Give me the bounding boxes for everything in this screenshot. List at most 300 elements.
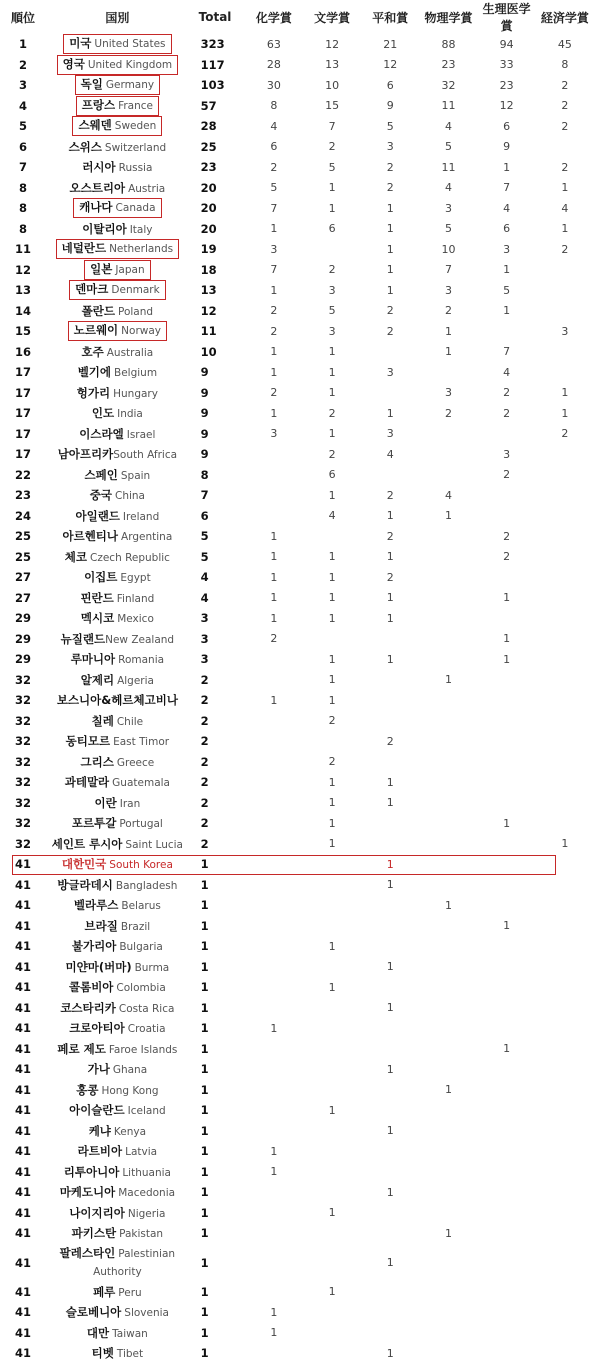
country-name-english: Kenya <box>113 1125 147 1138</box>
country-name <box>82 223 152 236</box>
country-name-korean: 페로 제도 <box>57 1041 106 1056</box>
peace-count-cell: 1 <box>386 263 394 277</box>
literature-count-cell <box>303 1018 361 1039</box>
table-row <box>4 1182 594 1203</box>
rank-cell: 41 <box>15 1082 32 1097</box>
country-name-english: Belgium <box>114 367 158 380</box>
peace-count-cell: 4 <box>386 447 394 461</box>
medicine-count-cell <box>478 957 536 978</box>
rank-cell: 41 <box>15 1284 32 1299</box>
country-name-english: Nigeria <box>127 1207 166 1220</box>
table-row <box>4 1343 594 1364</box>
country-name-korean: 이탈리아 <box>82 221 127 236</box>
peace-count-cell: 6 <box>386 78 394 92</box>
table-row <box>4 75 594 96</box>
medicine-count-cell: 3 <box>503 242 511 256</box>
chemistry-count-cell: 1 <box>270 283 278 297</box>
country-cell <box>42 834 193 855</box>
peace-count-cell: 1 <box>386 509 394 523</box>
literature-count-cell: 1 <box>328 570 336 584</box>
literature-count-cell: 2 <box>328 714 336 728</box>
country-name <box>70 182 166 195</box>
physics-count-cell <box>419 1323 477 1344</box>
physics-count-cell: 1 <box>444 345 452 359</box>
total-cell: 2 <box>200 795 209 810</box>
peace-count-cell: 1 <box>386 652 394 666</box>
table-row <box>4 1141 594 1162</box>
rank-cell: 41 <box>15 939 32 954</box>
country-name-english: Austria <box>128 182 166 195</box>
physics-count-cell: 1 <box>444 673 452 687</box>
literature-count-cell <box>303 1059 361 1080</box>
literature-count-cell: 1 <box>328 673 336 687</box>
physics-count-cell <box>419 936 477 957</box>
rank-cell: 8 <box>19 221 28 236</box>
total-cell: 1 <box>200 1205 209 1220</box>
rank-cell: 5 <box>19 119 28 134</box>
chemistry-count-cell: 7 <box>270 263 278 277</box>
country-name-english: Finland <box>116 592 155 605</box>
literature-count-cell: 1 <box>328 201 336 215</box>
country-name-korean: 캐나다 <box>79 200 113 215</box>
physics-count-cell: 1 <box>444 898 452 912</box>
economics-count-cell <box>536 793 594 814</box>
country-cell <box>42 96 193 117</box>
peace-count-cell: 2 <box>386 304 394 318</box>
economics-count-cell: 2 <box>561 427 569 441</box>
rank-cell: 41 <box>15 1021 32 1036</box>
medicine-count-cell: 4 <box>503 201 511 215</box>
economics-count-cell <box>536 1343 594 1364</box>
literature-count-cell: 12 <box>325 37 340 51</box>
country-name <box>57 879 177 892</box>
economics-count-cell: 45 <box>557 37 572 51</box>
literature-count-cell: 5 <box>328 304 336 318</box>
rank-cell: 23 <box>15 488 32 503</box>
medicine-count-cell <box>478 1141 536 1162</box>
peace-count-cell: 1 <box>386 283 394 297</box>
economics-count-cell <box>536 1203 594 1224</box>
economics-count-cell <box>536 977 594 998</box>
country-cell <box>42 1282 193 1303</box>
country-name-korean: 콜롬비아 <box>68 980 114 995</box>
country-name-korean: 파키스탄 <box>71 1226 117 1241</box>
country-name-korean: 네덜란드 <box>61 241 107 256</box>
rank-cell: 17 <box>15 365 32 380</box>
country-name-english: Hong Kong <box>101 1084 159 1097</box>
chemistry-count-cell <box>245 772 303 793</box>
country-name-korean: 세인트 루시아 <box>51 836 123 851</box>
country-name-english: Portugal <box>119 818 163 831</box>
economics-count-cell: 8 <box>561 58 569 72</box>
country-name-korean: 헝가리 <box>76 385 111 400</box>
rank-cell: 41 <box>15 1226 32 1241</box>
total-cell: 1 <box>200 1144 209 1159</box>
literature-count-cell: 1 <box>328 939 336 953</box>
country-name-english: Switzerland <box>104 141 167 154</box>
peace-count-cell: 1 <box>386 796 394 810</box>
medicine-count-cell <box>478 731 536 752</box>
chemistry-count-cell: 1 <box>270 611 278 625</box>
physics-count-cell: 23 <box>441 58 456 72</box>
country-name <box>75 510 159 523</box>
medicine-count-cell <box>478 1323 536 1344</box>
literature-count-cell <box>303 1162 361 1183</box>
country-name-english: Algeria <box>117 674 154 687</box>
country-name-korean: 남아프리카 <box>57 447 114 462</box>
total-cell: 117 <box>200 57 225 72</box>
table-row <box>4 342 594 363</box>
physics-count-cell <box>419 362 477 383</box>
table-row <box>4 485 594 506</box>
chemistry-count-cell: 1 <box>270 693 278 707</box>
chemistry-count-cell: 1 <box>270 1326 278 1340</box>
peace-count-cell: 9 <box>386 99 394 113</box>
total-cell: 28 <box>200 119 217 134</box>
rank-cell: 41 <box>15 959 32 974</box>
economics-count-cell <box>536 301 594 322</box>
physics-count-cell: 1 <box>444 1083 452 1097</box>
medicine-count-cell <box>478 506 536 527</box>
header-economics: 経済学賞 <box>540 10 589 25</box>
medicine-count-cell <box>478 793 536 814</box>
country-name-english: Bangladesh <box>115 879 178 892</box>
country-name-korean: 일본 <box>90 261 113 276</box>
rank-cell: 13 <box>15 283 32 298</box>
country-name <box>74 899 161 912</box>
country-name <box>82 305 153 318</box>
medicine-count-cell <box>478 567 536 588</box>
rank-cell: 2 <box>19 57 28 72</box>
country-name-korean: 아르헨티나 <box>62 529 119 544</box>
total-cell: 1 <box>200 1255 209 1270</box>
table-row <box>4 383 594 404</box>
peace-count-cell: 2 <box>386 734 394 748</box>
country-cell <box>42 1302 193 1323</box>
country-cell <box>42 403 193 424</box>
rank-cell: 41 <box>15 877 32 892</box>
country-cell <box>42 260 193 281</box>
country-name <box>93 1286 142 1299</box>
medicine-count-cell: 2 <box>503 406 511 420</box>
chemistry-count-cell: 5 <box>270 181 278 195</box>
country-name-korean: 케냐 <box>88 1123 111 1138</box>
economics-count-cell <box>536 936 594 957</box>
economics-count-cell: 3 <box>561 324 569 338</box>
chemistry-count-cell <box>245 813 303 834</box>
physics-count-cell <box>419 526 477 547</box>
country-name <box>76 1084 158 1097</box>
country-name-english: Germany <box>105 79 155 92</box>
rank-cell: 41 <box>15 1205 32 1220</box>
table-row <box>4 547 594 568</box>
total-cell: 20 <box>200 180 217 195</box>
table-row <box>4 813 594 834</box>
chemistry-count-cell <box>245 465 303 486</box>
chemistry-count-cell <box>245 1080 303 1101</box>
chemistry-count-cell <box>245 670 303 691</box>
physics-count-cell <box>419 444 477 465</box>
physics-count-cell <box>419 1141 477 1162</box>
physics-count-cell: 11 <box>441 160 456 174</box>
economics-count-cell <box>536 444 594 465</box>
medicine-count-cell <box>478 1302 536 1323</box>
chemistry-count-cell <box>245 1343 303 1364</box>
medicine-count-cell: 7 <box>503 181 511 195</box>
economics-count-cell <box>536 649 594 670</box>
peace-count-cell: 2 <box>386 181 394 195</box>
physics-count-cell <box>419 875 477 896</box>
economics-count-cell <box>536 957 594 978</box>
total-cell: 1 <box>200 1082 209 1097</box>
country-name-english: Canada <box>115 202 156 215</box>
country-name-korean: 브라질 <box>84 918 118 933</box>
country-cell <box>42 1018 193 1039</box>
chemistry-count-cell <box>245 444 303 465</box>
country-name-korean: 불가리아 <box>71 939 117 954</box>
table-row <box>4 1203 594 1224</box>
chemistry-count-cell <box>245 1244 303 1282</box>
economics-count-cell <box>536 280 594 301</box>
physics-count-cell <box>419 998 477 1019</box>
country-name <box>58 448 177 461</box>
country-name <box>77 387 158 400</box>
rank-cell: 41 <box>15 1305 32 1320</box>
table-row <box>4 1282 594 1303</box>
literature-count-cell: 1 <box>328 365 336 379</box>
peace-count-cell: 21 <box>383 37 398 51</box>
chemistry-count-cell <box>245 1182 303 1203</box>
country-name <box>75 75 160 95</box>
literature-count-cell: 2 <box>328 263 336 277</box>
literature-count-cell: 1 <box>328 488 336 502</box>
physics-count-cell <box>419 547 477 568</box>
country-name-english: Norway <box>121 325 162 338</box>
country-name-english: Iran <box>119 797 141 810</box>
medicine-count-cell: 4 <box>503 365 511 379</box>
medicine-count-cell <box>478 977 536 998</box>
peace-count-cell: 1 <box>386 857 394 871</box>
country-name-korean: 마케도니아 <box>59 1185 116 1200</box>
country-name-korean: 크로아티아 <box>69 1021 125 1036</box>
table-row <box>4 280 594 301</box>
total-cell: 1 <box>200 1164 209 1179</box>
peace-count-cell: 1 <box>386 406 394 420</box>
country-name <box>68 321 167 341</box>
country-name-korean: 중국 <box>89 488 112 503</box>
country-name <box>89 1125 146 1138</box>
total-cell: 20 <box>200 221 217 236</box>
total-cell: 9 <box>200 426 209 441</box>
chemistry-count-cell: 1 <box>270 1021 278 1035</box>
country-name <box>60 1002 174 1015</box>
country-name <box>71 653 164 666</box>
literature-count-cell: 1 <box>328 181 336 195</box>
country-name-korean: 보스니아&헤르체고비나 <box>56 693 178 708</box>
country-cell <box>42 1121 193 1142</box>
peace-count-cell <box>361 1018 419 1039</box>
table-row <box>4 403 594 424</box>
rank-cell: 32 <box>15 754 32 769</box>
total-cell: 23 <box>200 160 217 175</box>
country-name <box>47 1245 187 1281</box>
rank-cell: 41 <box>15 898 32 913</box>
peace-count-cell: 1 <box>386 1001 394 1015</box>
physics-count-cell <box>419 813 477 834</box>
table-row <box>4 690 594 711</box>
country-name-english: Burma <box>134 961 170 974</box>
literature-count-cell: 2 <box>328 755 336 769</box>
literature-count-cell <box>303 1343 361 1364</box>
country-name-english: Belarus <box>121 900 161 913</box>
header-physics: 物理学賞 <box>424 10 473 25</box>
medicine-count-cell: 94 <box>499 37 514 51</box>
total-cell: 323 <box>200 37 225 52</box>
country-name-english: Poland <box>118 305 154 318</box>
rank-cell: 6 <box>19 139 28 154</box>
country-name <box>60 1186 175 1199</box>
rank-cell: 3 <box>19 78 28 93</box>
country-cell <box>42 424 193 445</box>
country-name-korean: 미얀마(버마) <box>65 959 132 974</box>
medicine-count-cell: 1 <box>503 652 511 666</box>
rank-cell: 29 <box>15 652 32 667</box>
physics-count-cell <box>419 916 477 937</box>
chemistry-count-cell <box>245 711 303 732</box>
physics-count-cell <box>419 1182 477 1203</box>
medicine-count-cell: 1 <box>503 263 511 277</box>
literature-count-cell: 15 <box>325 99 340 113</box>
rank-cell: 41 <box>15 1103 32 1118</box>
peace-count-cell <box>361 1302 419 1323</box>
economics-count-cell <box>536 1100 594 1121</box>
country-name-english: Palestinian Authority <box>93 1247 176 1278</box>
rank-cell: 15 <box>15 324 32 339</box>
country-cell <box>42 567 193 588</box>
table-row <box>4 875 594 896</box>
table-row <box>4 772 594 793</box>
country-name-english: Sweden <box>114 120 157 133</box>
country-cell <box>42 444 193 465</box>
medicine-count-cell: 9 <box>503 140 511 154</box>
literature-count-cell <box>303 957 361 978</box>
country-cell <box>42 383 193 404</box>
country-name <box>90 489 145 502</box>
medicine-count-cell: 3 <box>503 447 511 461</box>
economics-count-cell <box>536 854 594 875</box>
peace-count-cell: 2 <box>386 160 394 174</box>
country-cell <box>42 198 193 219</box>
literature-count-cell: 6 <box>328 222 336 236</box>
chemistry-count-cell: 1 <box>270 365 278 379</box>
country-name-english: Brazil <box>120 920 151 933</box>
literature-count-cell: 1 <box>328 652 336 666</box>
total-cell: 9 <box>200 365 209 380</box>
peace-count-cell: 2 <box>386 570 394 584</box>
rank-cell: 32 <box>15 713 32 728</box>
physics-count-cell: 3 <box>444 283 452 297</box>
literature-count-cell <box>303 1121 361 1142</box>
rank-cell: 32 <box>15 795 32 810</box>
country-name <box>82 346 154 359</box>
peace-count-cell: 1 <box>386 611 394 625</box>
total-cell: 12 <box>200 303 217 318</box>
chemistry-count-cell: 1 <box>270 550 278 564</box>
total-cell: 2 <box>200 672 209 687</box>
rank-cell: 7 <box>19 160 28 175</box>
country-name <box>62 858 173 871</box>
table-row <box>4 526 594 547</box>
medicine-count-cell <box>478 1162 536 1183</box>
country-name-english: Czech Republic <box>90 551 170 564</box>
table-row <box>4 34 594 55</box>
table-row <box>4 957 594 978</box>
table-row <box>4 711 594 732</box>
economics-count-cell <box>536 1018 594 1039</box>
total-cell: 20 <box>200 201 217 216</box>
peace-count-cell: 1 <box>386 201 394 215</box>
country-cell <box>42 875 193 896</box>
total-cell: 1 <box>200 1041 209 1056</box>
country-name-korean: 러시아 <box>82 160 116 175</box>
table-row <box>4 936 594 957</box>
country-name-korean: 슬로베니아 <box>65 1305 122 1320</box>
total-cell: 2 <box>200 713 209 728</box>
country-name-english: Bulgaria <box>119 941 163 954</box>
rank-cell: 41 <box>15 1325 32 1340</box>
country-name-korean: 핀란드 <box>80 590 114 605</box>
chemistry-count-cell <box>245 895 303 916</box>
literature-count-cell: 2 <box>328 447 336 461</box>
country-name-korean: 그리스 <box>80 754 114 769</box>
country-cell <box>42 1080 193 1101</box>
medicine-count-cell <box>478 834 536 855</box>
peace-count-cell: 1 <box>386 1185 394 1199</box>
country-name-english: Argentina <box>121 531 173 544</box>
total-cell: 4 <box>200 590 209 605</box>
rank-cell: 17 <box>15 426 32 441</box>
table-header <box>4 0 594 34</box>
economics-count-cell <box>536 506 594 527</box>
country-name <box>69 1022 165 1035</box>
country-name-korean: 홍콩 <box>76 1082 99 1097</box>
rank-cell: 41 <box>15 1164 32 1179</box>
table-row <box>4 998 594 1019</box>
literature-count-cell: 1 <box>328 1206 336 1220</box>
table-row <box>4 608 594 629</box>
peace-count-cell: 1 <box>386 1346 394 1360</box>
table-row <box>4 854 594 875</box>
economics-count-cell <box>536 1162 594 1183</box>
country-name <box>82 161 152 174</box>
economics-count-cell <box>536 752 594 773</box>
rank-cell: 25 <box>15 549 32 564</box>
table-row <box>4 424 594 445</box>
country-cell <box>42 752 193 773</box>
economics-count-cell: 2 <box>561 99 569 113</box>
medicine-count-cell: 12 <box>499 99 514 113</box>
table-row <box>4 629 594 650</box>
chemistry-count-cell: 2 <box>270 386 278 400</box>
peace-count-cell: 3 <box>386 365 394 379</box>
chemistry-count-cell <box>245 1223 303 1244</box>
physics-count-cell <box>419 424 477 445</box>
country-name <box>73 198 161 218</box>
physics-count-cell <box>419 1302 477 1323</box>
chemistry-count-cell: 30 <box>266 78 281 92</box>
country-name <box>65 551 170 564</box>
country-name-korean: 대만 <box>86 1325 110 1340</box>
